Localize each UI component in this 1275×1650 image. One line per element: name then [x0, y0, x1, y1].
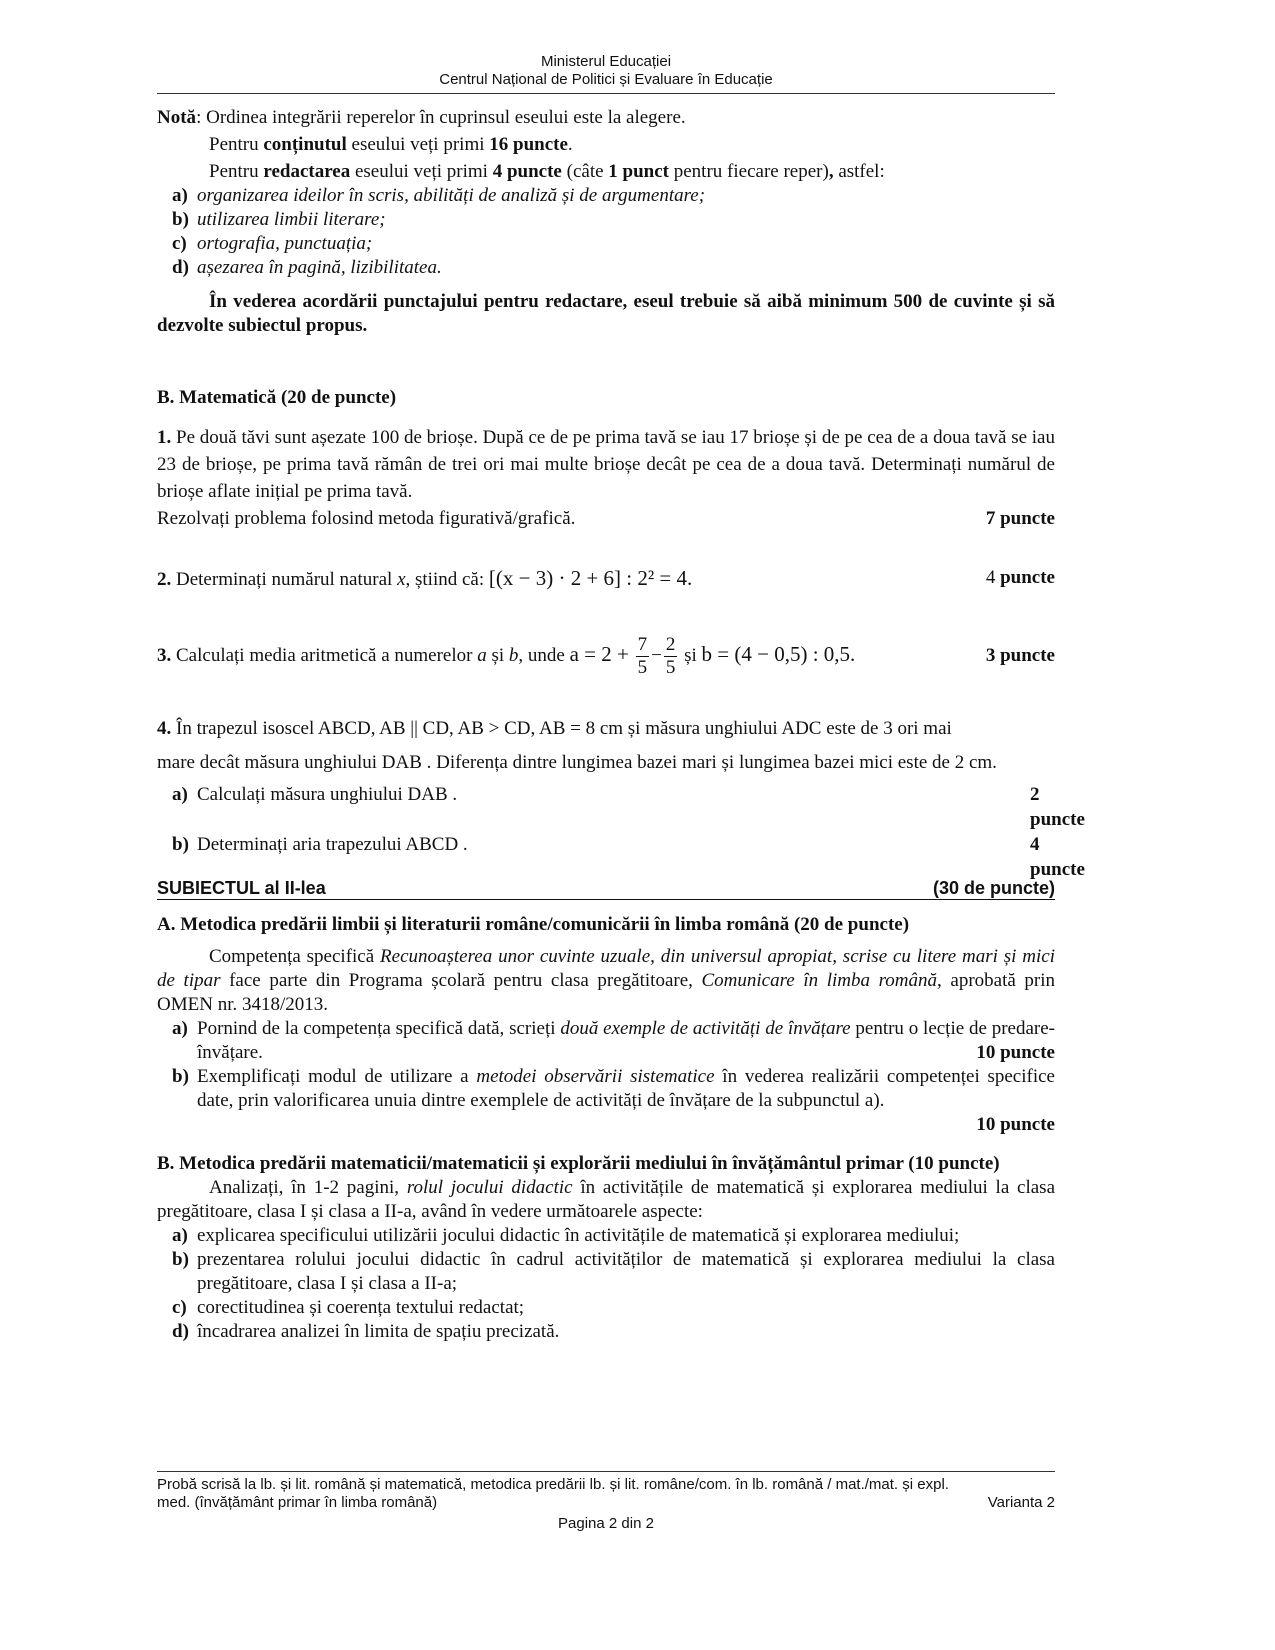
- text: 2 puncte: [1030, 784, 1085, 830]
- text: Probă scrisă la lb. și lit. română și matematică, metodica predării lb. și lit. române/com. în lb. română / mat./mat. și expl.: [157, 1476, 949, 1493]
- text: 16 puncte: [489, 134, 568, 155]
- text: redactarea: [263, 161, 351, 182]
- text: , unde: [518, 644, 570, 666]
- text: Determinați aria trapezului ABCD .: [197, 834, 468, 855]
- subject-2-heading: [157, 877, 1055, 900]
- text: metodei observării sistematice: [476, 1066, 715, 1087]
- math-section: [157, 386, 1055, 410]
- text: b): [172, 834, 189, 855]
- equation-b: b = (4 − 0,5) : 0,5.: [701, 641, 856, 666]
- text: 1.: [157, 427, 172, 448]
- text: eseului veți primi: [350, 161, 493, 182]
- text: puncte: [995, 567, 1055, 588]
- text: SUBIECTUL al II-lea: [157, 878, 326, 898]
- footer-rule: [157, 1471, 1055, 1472]
- list-item: [157, 208, 1055, 232]
- text: 5: [637, 656, 648, 678]
- text: În trapezul isoscel ABCD, AB || CD, AB > CD, AB = 8 cm și măsura unghiului ADC este de 3 ori mai: [171, 718, 952, 739]
- text: pentru o lecție de predare-învățare.: [197, 1018, 1055, 1063]
- note-redact-line: [157, 160, 1055, 184]
- text: 2: [665, 633, 676, 655]
- footer: [157, 1476, 1055, 1533]
- text: 2.: [157, 569, 172, 590]
- fraction: [636, 634, 650, 679]
- text: b): [172, 1066, 189, 1087]
- text: A. Metodica predării limbii și literaturii române/comunicării în limba română (20 de puncte): [157, 914, 910, 935]
- points: 3 puncte: [985, 645, 1055, 666]
- list-item: [157, 1248, 1055, 1296]
- text: Recunoașterea unor cuvinte uzuale, din universul apropiat, scrise cu litere mari și mici de tipar: [157, 946, 1055, 991]
- text: 4 puncte: [1030, 834, 1085, 880]
- text: 1 punct: [608, 161, 669, 182]
- text: utilizarea limbii literare;: [197, 209, 386, 230]
- text: a): [172, 1225, 188, 1246]
- text: a): [172, 784, 188, 805]
- list-item: [157, 1065, 1055, 1137]
- list-item: [157, 782, 1085, 832]
- equation-a: a = 2 +: [569, 641, 629, 666]
- equation: [(x − 3) · 2 + 6] : 2² = 4.: [488, 566, 693, 590]
- text: , știind că:: [405, 569, 489, 590]
- section-a: [157, 913, 1055, 1137]
- header-rule: [157, 93, 1055, 94]
- problem-3: [157, 628, 1055, 684]
- problem-2: [157, 563, 1055, 595]
- text: c): [172, 233, 187, 254]
- text: 7: [637, 633, 648, 655]
- list-item: [157, 832, 1085, 882]
- text: încadrarea analizei în limita de spațiu precizată.: [197, 1321, 560, 1342]
- text: 10 puncte: [976, 1042, 1055, 1063]
- text: 4.: [157, 718, 172, 739]
- text: și: [486, 644, 509, 666]
- list-item: [157, 1320, 1055, 1344]
- text: −: [651, 644, 662, 666]
- text: în activitățile de matematică și explorarea mediului la clasa pregătitoare, clasa I și clasa a II-a, având în vedere următoarele aspecte:: [157, 1177, 1056, 1222]
- text: mare decât măsura unghiului DAB . Diferența dintre lungimea bazei mari și lungimea bazei mici este de 2 cm.: [157, 752, 997, 773]
- text: două exemple de activități de învățare: [560, 1018, 851, 1039]
- text: în vederea realizării competenței specifice date, prin valorificarea unuia dintre exemplele de activități de învățare de la subpunctul a).: [197, 1066, 1055, 1111]
- text: Pe două tăvi sunt așezate 100 de brioșe. După ce de pe prima tavă se iau 17 brioșe și de pe cea de a doua tavă se iau 23 de brioșe, pe prima tavă rămân de trei ori mai multe brioșe decât pe cea de a doua tavă. Determinați numărul de brioșe aflate inițial pe prima tavă.: [157, 427, 1055, 502]
- text: Comunicare în limba română: [701, 970, 938, 991]
- text: a: [477, 644, 487, 666]
- note-line: : Ordinea integrării reperelor în cuprinsul eseului este la alegere.: [196, 107, 686, 128]
- section-b: [157, 1152, 1055, 1344]
- text: Pornind de la competența specifică dată, scrieți: [197, 1018, 561, 1039]
- variant-label: Varianta 2: [987, 1494, 1055, 1511]
- text: Competența specifică: [209, 946, 381, 967]
- text: 4 puncte: [492, 161, 562, 182]
- text: 5: [665, 656, 676, 678]
- header-center: Centrul Național de Politici și Evaluare în Educație: [439, 71, 773, 88]
- text: ,: [828, 161, 839, 182]
- text: a): [172, 1018, 188, 1039]
- list-item: [157, 184, 1055, 208]
- text: conținutul: [263, 134, 347, 155]
- note-label: Notă: [157, 107, 197, 128]
- text: prezentarea rolului jocului didactic în cadrul activităților de matematică și explorarea mediului la clasa pregătitoare, clasa I și clasa a II-a;: [197, 1249, 1055, 1294]
- section-title: B. Matematică (20 de puncte): [157, 387, 397, 408]
- text: Pentru: [209, 161, 264, 182]
- text: Calculați media aritmetică a numerelor: [171, 644, 478, 666]
- text: așezarea în pagină, lizibilitatea.: [197, 257, 442, 278]
- text: (30 de puncte): [932, 878, 1055, 898]
- text: și: [684, 644, 702, 666]
- text: eseului veți primi: [346, 134, 490, 155]
- text: a): [172, 185, 188, 206]
- text: c): [172, 1297, 187, 1318]
- text: d): [172, 1321, 189, 1342]
- list-item: [157, 1017, 1055, 1065]
- header: [157, 53, 1055, 89]
- text: Exemplificați modul de utilizare a: [197, 1066, 477, 1087]
- text: , aprobată prin OMEN nr. 3418/2013.: [157, 970, 1056, 1015]
- list-item: [157, 1224, 1055, 1248]
- problem-1: [157, 424, 1055, 532]
- text: ortografia, punctuația;: [197, 233, 373, 254]
- text: Calculați măsura unghiului DAB .: [197, 784, 458, 805]
- word-count-requirement: În vederea acordării punctajului pentru redactare, eseul trebuie să aibă minimum 500 de cuvinte și să dezvolte subiectul propus.: [157, 291, 1055, 336]
- list-item: [157, 256, 1055, 280]
- text: astfel:: [838, 161, 885, 182]
- text: .: [567, 134, 573, 155]
- text: (câte: [561, 161, 609, 182]
- text: 10 puncte: [976, 1114, 1055, 1135]
- text: b): [172, 209, 189, 230]
- text: Analizați, în 1-2 pagini,: [209, 1177, 407, 1198]
- list-item: [157, 1296, 1055, 1320]
- note-section: [157, 106, 1055, 338]
- text: x: [397, 569, 406, 590]
- text: organizarea ideilor în scris, abilități de analiză și de argumentare;: [197, 185, 706, 206]
- text: b): [172, 1249, 189, 1270]
- header-ministry: Ministerul Educației: [540, 53, 672, 70]
- text: 3.: [157, 644, 172, 666]
- text: med. (învățământ primar în limba română): [157, 1494, 438, 1511]
- text: pentru fiecare reper): [669, 161, 829, 182]
- text: B. Metodica predării matematicii/matematicii și explorării mediului în învățământul primar (10 puncte): [157, 1153, 1000, 1174]
- text: 4: [985, 567, 996, 588]
- text: rolul jocului didactic: [406, 1177, 573, 1198]
- text: face parte din Programa școlară pentru clasa pregătitoare,: [220, 970, 702, 991]
- page-number: Pagina 2 din 2: [558, 1515, 654, 1532]
- points: 7 puncte: [985, 508, 1055, 529]
- note-content-line: [157, 133, 1055, 157]
- problem-4: [157, 712, 1085, 882]
- points: [986, 563, 1055, 595]
- text: corectitudinea și coerența textului redactat;: [197, 1297, 525, 1318]
- fraction: [664, 634, 678, 679]
- text: explicarea specificului utilizării jocului didactic în activitățile de matematică și explorarea mediului;: [197, 1225, 960, 1246]
- text: Determinați numărul natural: [171, 569, 398, 590]
- text: b: [508, 644, 519, 666]
- text: d): [172, 257, 189, 278]
- list-item: [157, 232, 1055, 256]
- text: Pentru: [209, 134, 264, 155]
- text: Rezolvați problema folosind metoda figurativă/grafică.: [157, 508, 576, 529]
